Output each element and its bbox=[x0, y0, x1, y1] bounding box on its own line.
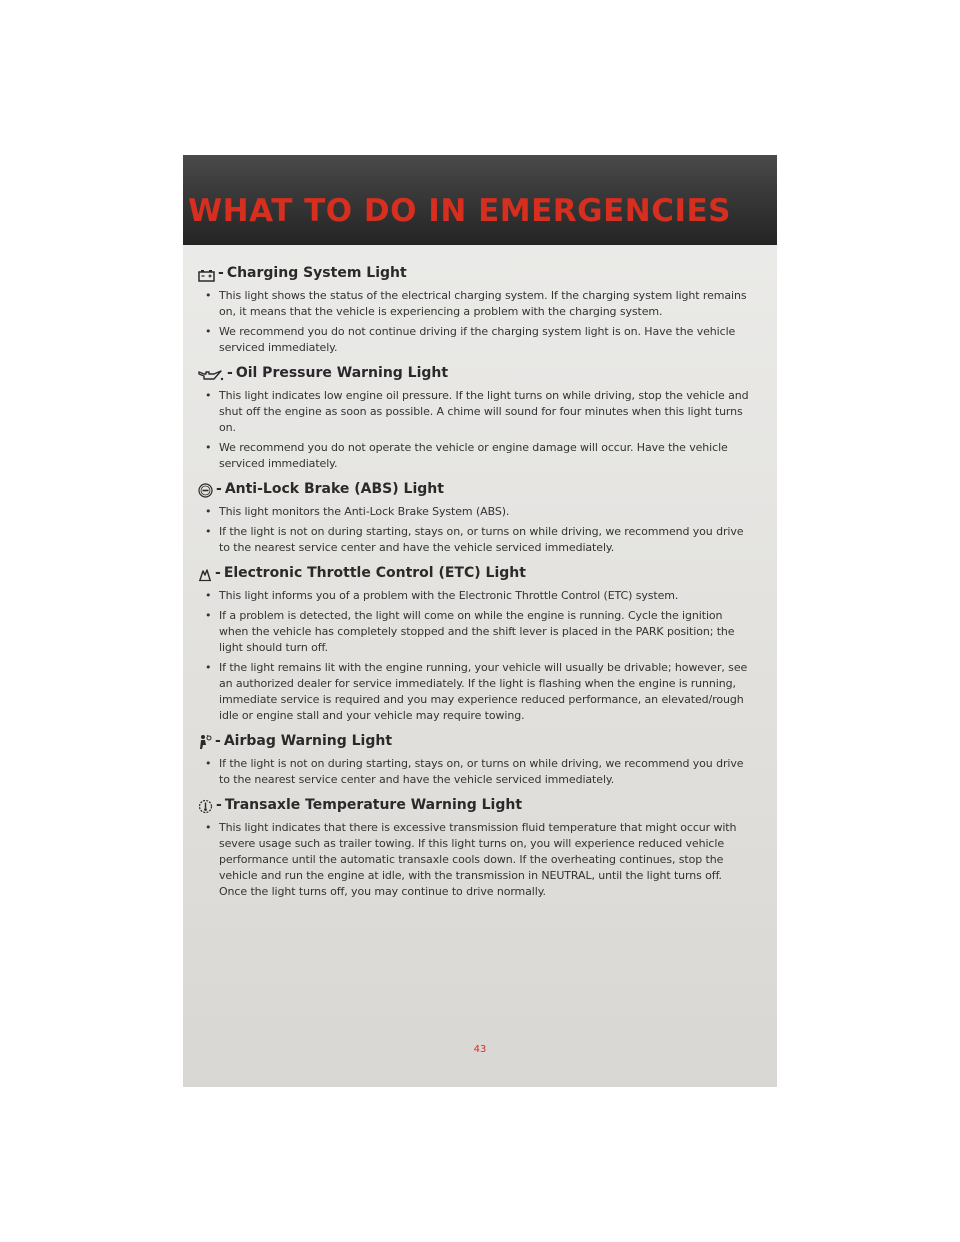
heading-dash: - bbox=[227, 365, 233, 381]
bullet-item: • This light informs you of a problem with the Electronic Throttle Control (ETC) system. bbox=[202, 588, 750, 604]
bullet-item: • If the light is not on during starting, stays on, or turns on while driving, we recommend you drive to the nearest service center and have the vehicle serviced immediately. bbox=[202, 756, 750, 788]
manual-page bbox=[183, 155, 777, 1087]
section-banner bbox=[183, 155, 777, 245]
heading-dash: - bbox=[216, 797, 222, 813]
heading-text: Electronic Throttle Control (ETC) Light bbox=[223, 565, 526, 581]
section-airbag bbox=[198, 732, 750, 788]
oil-can-icon bbox=[198, 369, 224, 382]
bullet-item: • We recommend you do not continue driving if the charging system light is on. Have the vehicle serviced immediately. bbox=[202, 324, 750, 356]
section-heading bbox=[198, 364, 750, 382]
abs-icon bbox=[198, 483, 213, 498]
section-abs bbox=[198, 480, 750, 556]
banner-title: WHAT TO DO IN EMERGENCIES bbox=[187, 193, 731, 229]
heading-dash: - bbox=[215, 733, 221, 749]
bullet-item: • If the light remains lit with the engine running, your vehicle will usually be drivable; however, see an authorized dealer for service immediately. If the light is flashing when the engine is running, immediate service is required and you may experience reduced performance, an elevated/rough idle or engine stall and your vehicle may require towing. bbox=[202, 660, 750, 724]
heading-text: Charging System Light bbox=[226, 265, 407, 281]
bullet-item: • This light indicates that there is excessive transmission fluid temperature that might occur with severe usage such as trailer towing. If this light turns on, you will experience reduced vehicle performance until the automatic transaxle cools down. If the overheating continues, stop the vehicle and run the engine at idle, with the transmission in NEUTRAL, until the light turns off. Once the light turns off, you may continue to drive normally. bbox=[202, 820, 750, 900]
section-etc bbox=[198, 564, 750, 724]
section-heading bbox=[198, 480, 750, 498]
bullet-item: • This light monitors the Anti-Lock Brake System (ABS). bbox=[202, 504, 750, 520]
throttle-icon bbox=[198, 568, 212, 582]
heading-text: Oil Pressure Warning Light bbox=[235, 365, 449, 381]
section-transaxle-temperature bbox=[198, 796, 750, 900]
page-content bbox=[198, 264, 750, 908]
heading-dash: - bbox=[216, 481, 222, 497]
battery-icon bbox=[198, 269, 215, 282]
bullet-item: • If a problem is detected, the light will come on while the engine is running. Cycle the ignition when the vehicle has completely stopped and the shift lever is placed in the PARK position; the light should turn off. bbox=[202, 608, 750, 656]
heading-text: Airbag Warning Light bbox=[223, 733, 393, 749]
airbag-icon bbox=[198, 734, 212, 750]
bullet-item: • This light shows the status of the electrical charging system. If the charging system light remains on, it means that the vehicle is experiencing a problem with the charging system. bbox=[202, 288, 750, 320]
heading-text: Anti-Lock Brake (ABS) Light bbox=[224, 481, 444, 497]
bullet-item: • We recommend you do not operate the vehicle or engine damage will occur. Have the vehicle serviced immediately. bbox=[202, 440, 750, 472]
section-oil-pressure bbox=[198, 364, 750, 472]
bullet-item: • If the light is not on during starting, stays on, or turns on while driving, we recommend you drive to the nearest service center and have the vehicle serviced immediately. bbox=[202, 524, 750, 556]
section-charging-system bbox=[198, 264, 750, 356]
bullet-item: • This light indicates low engine oil pressure. If the light turns on while driving, stop the vehicle and shut off the engine as soon as possible. A chime will sound for four minutes when this light turns on. bbox=[202, 388, 750, 436]
heading-dash: - bbox=[218, 265, 224, 281]
heading-dash: - bbox=[215, 565, 221, 581]
section-heading bbox=[198, 796, 750, 814]
section-heading bbox=[198, 732, 750, 750]
transaxle-temperature-icon bbox=[198, 799, 213, 814]
section-heading bbox=[198, 564, 750, 582]
section-heading bbox=[198, 264, 750, 282]
page-number: 43 bbox=[473, 1044, 487, 1055]
heading-text: Transaxle Temperature Warning Light bbox=[224, 797, 523, 813]
